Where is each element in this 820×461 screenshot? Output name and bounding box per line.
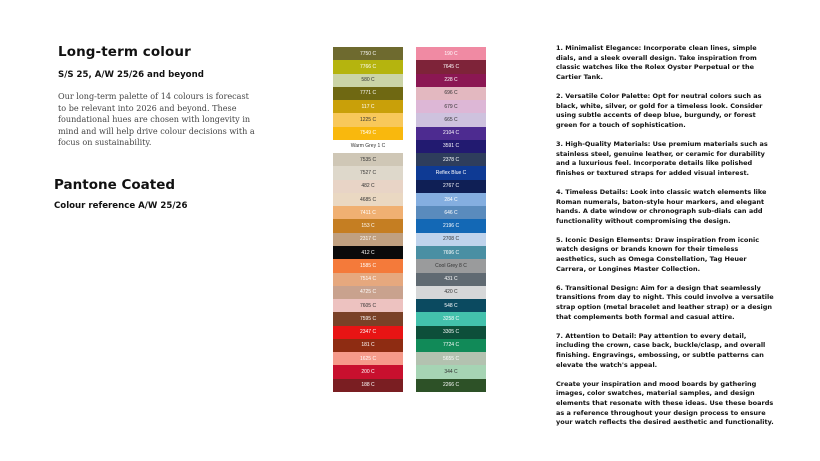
color-swatch: 2347 C: [333, 326, 403, 339]
guideline-item: 5. Iconic Design Elements: Draw inspiration from iconic watch designs or brands known for their timeless aesthetics, such as Omega Constellation, Tag Heuer Carrera, or Longines Master Collection.: [556, 235, 760, 273]
season-subtitle: S/S 25, A/W 25/26 and beyond: [58, 70, 204, 80]
color-swatch: 7724 C: [416, 339, 486, 352]
color-swatch: 2104 C: [416, 127, 486, 140]
color-swatch: 7696 C: [416, 246, 486, 259]
pantone-coated-title: Pantone Coated: [54, 177, 176, 193]
color-swatch: 7549 C: [333, 127, 403, 140]
color-swatch: 284 C: [416, 193, 486, 206]
swatch-column-1: [333, 47, 403, 392]
color-swatch: 190 C: [416, 47, 486, 60]
color-swatch: 2196 C: [416, 219, 486, 232]
color-swatch: 344 C: [416, 365, 486, 378]
color-swatch: 7411 C: [333, 206, 403, 219]
color-swatch: 1225 C: [333, 113, 403, 126]
color-swatch: 7605 C: [333, 299, 403, 312]
swatch-column-2: [416, 47, 486, 392]
color-swatch: 3305 C: [416, 326, 486, 339]
guideline-item: 2. Versatile Color Palette: Opt for neutral colors such as black, white, silver, or gold for a timeless look. Consider using subtle accents of deep blue, burgundy, or forest green for a touch of sophistication.: [556, 91, 763, 129]
color-swatch: 5655 C: [416, 352, 486, 365]
color-swatch: 431 C: [416, 273, 486, 286]
color-swatch: 548 C: [416, 299, 486, 312]
guideline-item: 7. Attention to Detail: Pay attention to every detail, including the crown, case back, buckle/clasp, and overall finishing. Engravings, embossing, or subtle patterns can elevate the watch's appeal.: [556, 331, 766, 369]
color-swatch: 7771 C: [333, 87, 403, 100]
color-swatch: 2266 C: [416, 379, 486, 392]
colour-reference-subtitle: Colour reference A/W 25/26: [54, 201, 188, 211]
color-swatch: 228 C: [416, 74, 486, 87]
color-swatch: Cool Grey 8 C: [416, 259, 486, 272]
guideline-item: 4. Timeless Details: Look into classic watch elements like Roman numerals, baton-style hour markers, and elegant hands. A date window or chronograph sub-dials can add functionality without compromising the design.: [556, 187, 767, 225]
design-guidelines: [556, 44, 776, 437]
color-swatch: 2767 C: [416, 180, 486, 193]
color-swatch: 7766 C: [333, 60, 403, 73]
color-swatch: 7527 C: [333, 166, 403, 179]
color-swatch: 665 C: [416, 113, 486, 126]
color-swatch: 482 C: [333, 180, 403, 193]
color-swatch: 3591 C: [416, 140, 486, 153]
color-swatch: 4725 C: [333, 286, 403, 299]
color-swatch: 117 C: [333, 100, 403, 113]
color-swatch: 7514 C: [333, 273, 403, 286]
color-swatch: 2378 C: [416, 153, 486, 166]
color-swatch: 3258 C: [416, 312, 486, 325]
color-swatch: 2317 C: [333, 233, 403, 246]
color-swatch: 1585 C: [333, 259, 403, 272]
color-swatch: 580 C: [333, 74, 403, 87]
color-swatch: 4685 C: [333, 193, 403, 206]
guideline-item: 3. High-Quality Materials: Use premium materials such as stainless steel, genuine leather, or ceramic for durability and a luxurious feel. Incorporate details like polished finishes or textured straps for added visual interest.: [556, 139, 768, 177]
guideline-item: 1. Minimalist Elegance: Incorporate clean lines, simple dials, and a sleek overall design. Take inspiration from classic watches like the Rolex Oyster Perpetual or the Cartier Tank.: [556, 44, 757, 81]
palette-description: Our long-term palette of 14 colours is forecast to be relevant into 2026 and beyond. These foundational hues are chosen with longevity in mind and will help drive colour decisions with a focus on sustainability.: [58, 91, 255, 148]
guideline-summary: Create your inspiration and mood boards by gathering images, color swatches, material samples, and design elements that resonate with these ideas. Use these boards as a reference throughout your design process to ensure your watch reflects the desired aesthetic and functionality.: [556, 379, 774, 427]
color-swatch: 2708 C: [416, 233, 486, 246]
color-swatch: 1625 C: [333, 352, 403, 365]
long-term-colour-title: Long-term colour: [58, 44, 191, 60]
color-swatch: 181 C: [333, 339, 403, 352]
intro-block: [58, 44, 268, 149]
color-swatch: 646 C: [416, 206, 486, 219]
color-swatch: 420 C: [416, 286, 486, 299]
color-swatch: Warm Grey 1 C: [333, 140, 403, 153]
color-swatch: 7535 C: [333, 153, 403, 166]
color-swatch: 7645 C: [416, 60, 486, 73]
color-swatch: 7750 C: [333, 47, 403, 60]
color-swatch: 200 C: [333, 365, 403, 378]
color-swatch: Reflex Blue C: [416, 166, 486, 179]
color-swatch: 153 C: [333, 219, 403, 232]
color-swatch: 679 C: [416, 100, 486, 113]
guideline-item: 6. Transitional Design: Aim for a design that seamlessly transitions from day to night. This could involve a versatile strap option (metal bracelet and leather strap) or a design that complements both formal and casual attire.: [556, 283, 774, 321]
color-swatch: 412 C: [333, 246, 403, 259]
color-swatch: 7595 C: [333, 312, 403, 325]
color-swatch: 696 C: [416, 87, 486, 100]
color-swatch: 188 C: [333, 379, 403, 392]
